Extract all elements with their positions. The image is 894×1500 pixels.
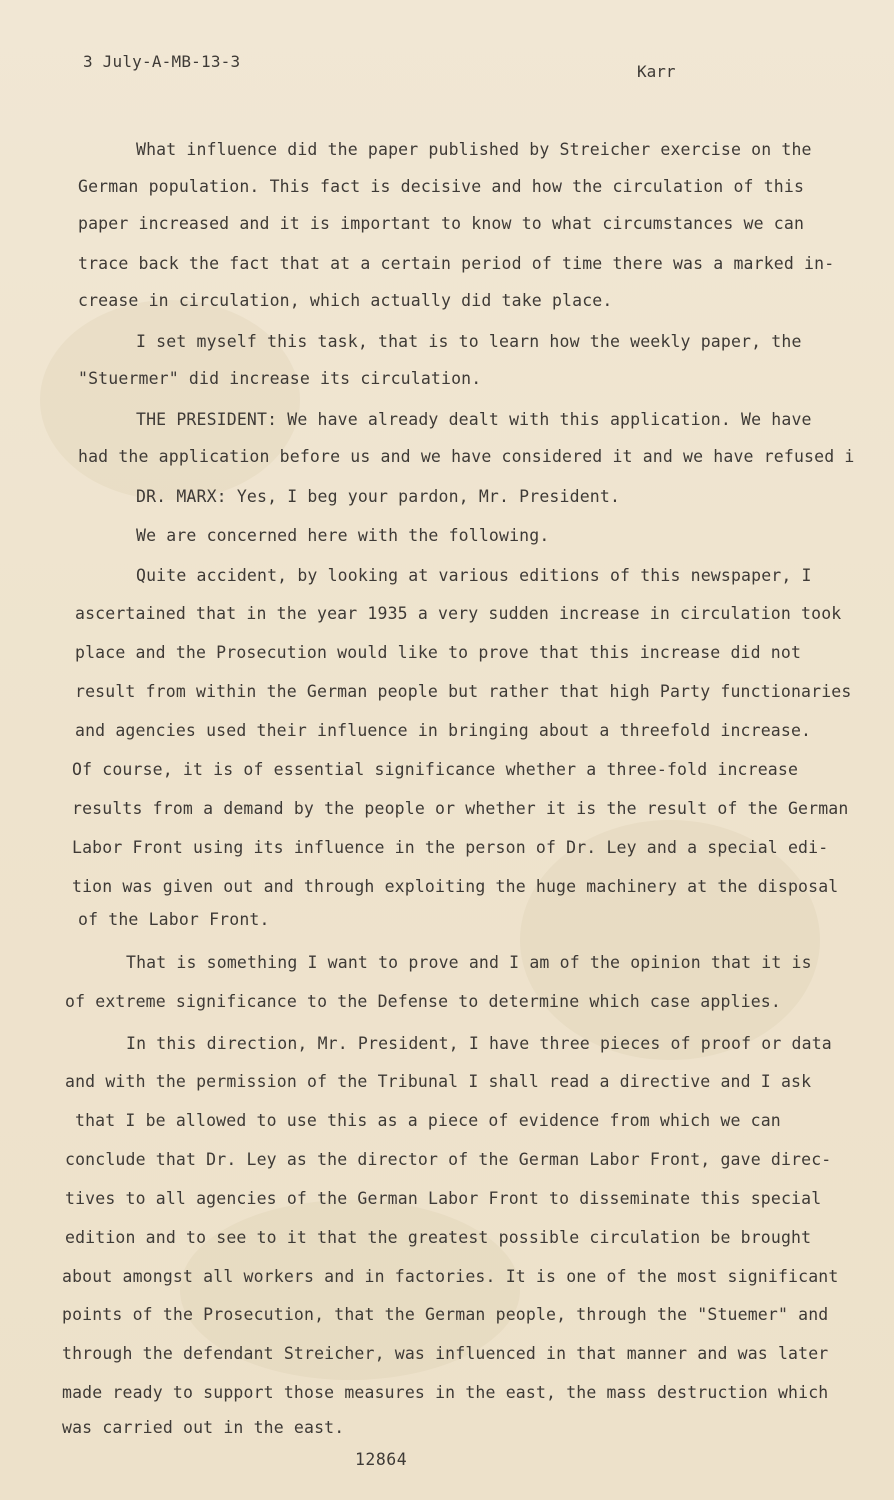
text-line: results from a demand by the people or whether it is the result of the German [72, 799, 849, 818]
text-line: We are concerned here with the following. [136, 526, 550, 545]
text-line: What influence did the paper published by Streicher exercise on the [136, 140, 812, 159]
text-line: That is something I want to prove and I am of the opinion that it is [126, 953, 812, 972]
text-line: place and the Prosecution would like to prove that this increase did not [75, 643, 802, 662]
paper-stain [40, 300, 300, 500]
text-line: THE PRESIDENT: We have already dealt with this application. We have [136, 410, 812, 429]
text-line: In this direction, Mr. President, I have three pieces of proof or data [126, 1034, 832, 1053]
text-line: Quite accident, by looking at various editions of this newspaper, I [136, 566, 812, 585]
text-line: tives to all agencies of the German Labor Front to disseminate this special [65, 1189, 822, 1208]
text-line: and agencies used their influence in bringing about a threefold increase. [75, 721, 812, 740]
page-number: 12864 [355, 1450, 408, 1469]
text-line: made ready to support those measures in the east, the mass destruction which [62, 1383, 829, 1402]
text-line: of the Labor Front. [78, 910, 270, 929]
text-line: result from within the German people but rather that high Party functionaries [75, 682, 852, 701]
document-reference: 3 July-A-MB-13-3 [83, 52, 241, 71]
text-line: paper increased and it is important to know to what circumstances we can [78, 214, 805, 233]
text-line: conclude that Dr. Ley as the director of the German Labor Front, gave direc- [65, 1150, 832, 1169]
text-line: DR. MARX: Yes, I beg your pardon, Mr. President. [136, 487, 621, 506]
text-line: was carried out in the east. [62, 1418, 345, 1437]
text-line: that I be allowed to use this as a piece of evidence from which we can [75, 1111, 781, 1130]
text-line: German population. This fact is decisive and how the circulation of this [78, 177, 805, 196]
text-line: Labor Front using its influence in the person of Dr. Ley and a special edi- [72, 838, 829, 857]
text-line: trace back the fact that at a certain period of time there was a marked in- [78, 254, 835, 273]
text-line: through the defendant Streicher, was influenced in that manner and was later [62, 1344, 829, 1363]
text-line: crease in circulation, which actually did take place. [78, 291, 613, 310]
text-line: ascertained that in the year 1935 a very sudden increase in circulation took [75, 604, 842, 623]
text-line: Of course, it is of essential significance whether a three-fold increase [72, 760, 799, 779]
text-line: of extreme significance to the Defense to determine which case applies. [65, 992, 781, 1011]
text-line: had the application before us and we have considered it and we have refused i [78, 447, 855, 466]
text-line: about amongst all workers and in factories. It is one of the most significant [62, 1267, 839, 1286]
text-line: points of the Prosecution, that the German people, through the "Stuemer" and [62, 1305, 829, 1324]
text-line: tion was given out and through exploiting the huge machinery at the disposal [72, 877, 839, 896]
text-line: "Stuermer" did increase its circulation. [78, 369, 482, 388]
text-line: I set myself this task, that is to learn how the weekly paper, the [136, 332, 802, 351]
reporter-name: Karr [637, 62, 676, 81]
text-line: and with the permission of the Tribunal I shall read a directive and I ask [65, 1072, 812, 1091]
text-line: edition and to see to it that the greatest possible circulation be brought [65, 1228, 812, 1247]
